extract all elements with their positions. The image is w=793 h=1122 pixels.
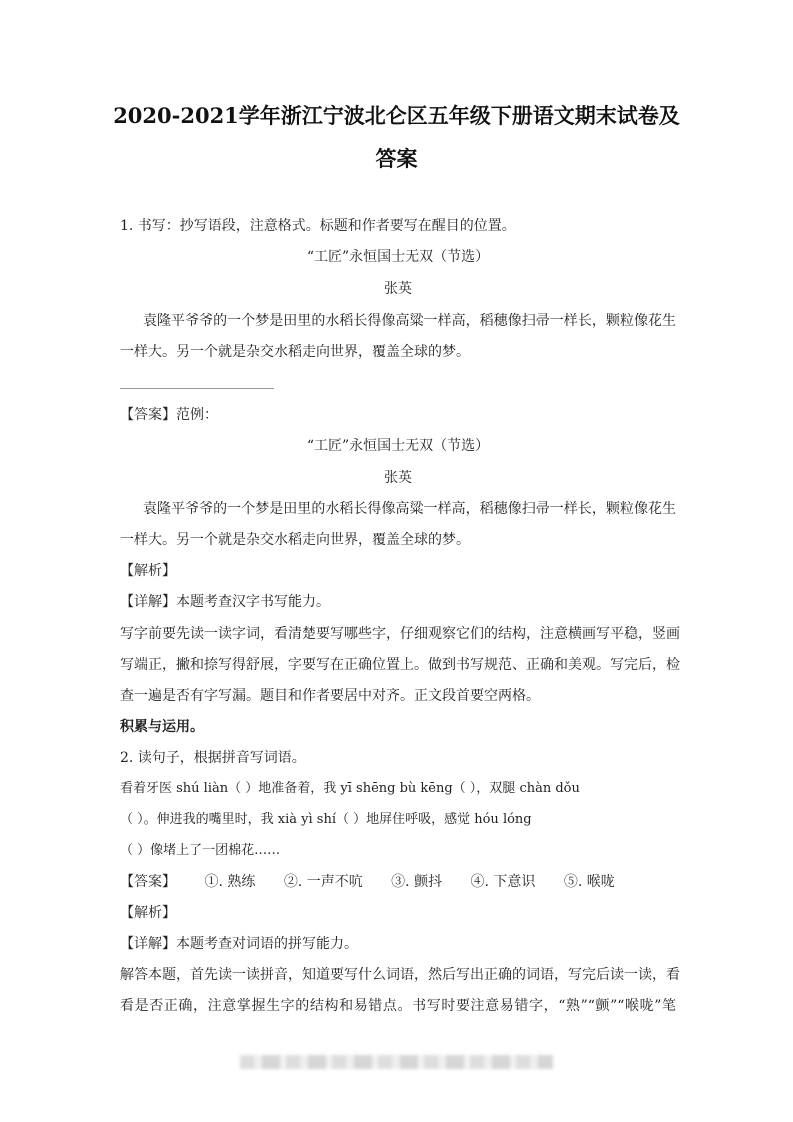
q1-answer-line2: 一样大。另一个就是杂交水稻走向世界，覆盖全球的梦。 bbox=[120, 532, 470, 548]
q2-answer-label: 【答案】 bbox=[120, 874, 176, 890]
q2-sentence-line3: （ ）像堵上了一团棉花…… bbox=[120, 843, 281, 858]
q2-answer-4: ④. 下意识 bbox=[470, 874, 536, 890]
blurred-footer-watermark bbox=[240, 1055, 553, 1069]
q1-answer-label: 【答案】范例： bbox=[120, 407, 218, 423]
q1-answer-author: 张英 bbox=[384, 470, 412, 486]
q2-answer-row bbox=[120, 872, 676, 892]
document-title-line1: 2020-2021学年浙江宁波北仑区五年级下册语文期末试卷及 bbox=[113, 103, 680, 128]
q1-passage-heading: “工匠”永恒国士无双（节选） bbox=[306, 249, 490, 265]
q2-answer-1: ①. 熟练 bbox=[204, 874, 256, 890]
q2-detail: 【详解】本题考查对词语的拼写能力。 bbox=[120, 936, 358, 952]
section-heading: 积累与运用。 bbox=[120, 719, 204, 735]
q1-answer-line1: 袁隆平爷爷的一个梦是田里的水稻长得像高粱一样高，稻穗像扫帚一样长，颗粒像花生 bbox=[143, 501, 676, 517]
q1-analysis-label: 【解析】 bbox=[120, 563, 176, 579]
q1-passage-line2: 一样大。另一个就是杂交水稻走向世界，覆盖全球的梦。 bbox=[120, 344, 470, 360]
q1-explanation-line1: 写字前要先读一读字词，看清楚要写哪些字，仔细观察它们的结构，注意横画写平稳，竖画 bbox=[120, 626, 680, 642]
q2-answer-5: ⑤. 喉咙 bbox=[563, 874, 615, 890]
q2-answer-2: ②. 一声不吭 bbox=[283, 874, 363, 890]
q2-prompt: 2. 读句子，根据拼音写词语。 bbox=[120, 750, 306, 766]
q1-prompt: 1. 书写：抄写语段，注意格式。标题和作者要写在醒目的位置。 bbox=[120, 218, 516, 234]
q2-sentence-line2: （ ）。伸进我的嘴里时，我 xià yì shí（ ）地屏住呼吸，感觉 hóu lóng bbox=[120, 812, 532, 827]
q1-passage-line1: 袁隆平爷爷的一个梦是田里的水稻长得像高粱一样高，稻穗像扫帚一样长，颗粒像花生 bbox=[143, 313, 676, 329]
q2-explanation-line1: 解答本题，首先读一读拼音，知道要写什么词语，然后写出正确的词语，写完后读一读，看 bbox=[120, 967, 680, 983]
q2-explanation-line2: 看是否正确，注意掌握生字的结构和易错点。书写时要注意易错字，“熟”“颤”“喉咙”笔 bbox=[120, 998, 676, 1014]
separator-rule bbox=[120, 388, 274, 389]
q1-answer-heading: “工匠”永恒国士无双（节选） bbox=[306, 438, 490, 454]
q1-passage-author: 张英 bbox=[384, 281, 412, 297]
q1-detail: 【详解】本题考查汉字书写能力。 bbox=[120, 594, 330, 610]
q1-explanation-line3: 查一遍是否有字写漏。题目和作者要居中对齐。正文段首要空两格。 bbox=[120, 688, 540, 704]
q2-analysis-label: 【解析】 bbox=[120, 905, 176, 921]
q2-answer-3: ③. 颤抖 bbox=[391, 874, 443, 890]
q1-explanation-line2: 写端正，撇和捺写得舒展，字要写在正确位置上。做到书写规范、正确和美观。写完后，检 bbox=[120, 657, 680, 673]
q2-sentence-line1: 看着牙医 shú liàn（ ）地准备着，我 yī shēng bù kēng（ ），双腿 chàn dǒu bbox=[120, 781, 580, 796]
document-title-line2: 答案 bbox=[375, 146, 418, 171]
